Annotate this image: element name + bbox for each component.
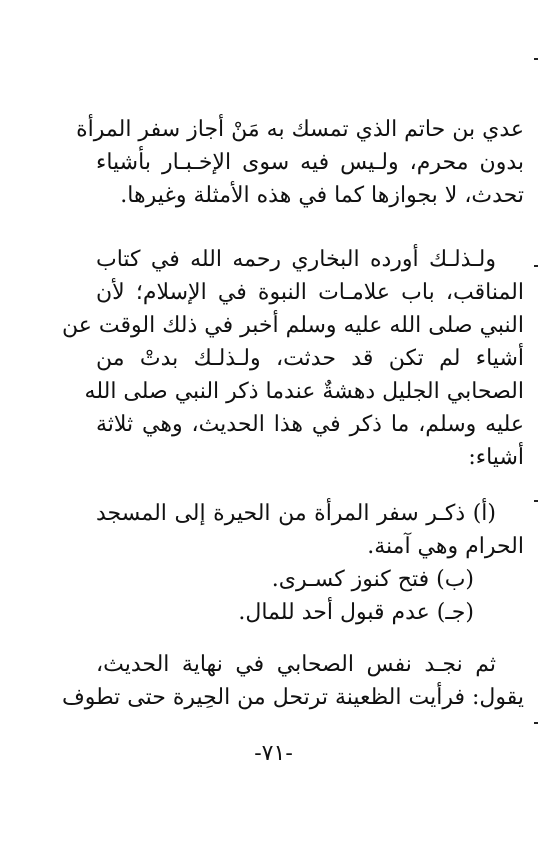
paragraph-1 <box>76 113 524 212</box>
list-item: (أ) ذكـر سفر المرأة من الحيرة إلى المسجد <box>96 501 496 526</box>
edge-mark <box>534 500 538 502</box>
edge-mark <box>534 58 538 60</box>
text-line: ولـذلـك أورده البخاري رحمه الله في كتاب <box>96 247 496 272</box>
paragraph-3 <box>61 648 524 714</box>
edge-mark <box>534 722 538 724</box>
text-line: بدون محرم، ولـيس فيه سوى الإخـبـار بأشياء <box>96 150 524 175</box>
text-line: الصحابي الجليل دهشةٌ عندما ذكر النبي صلى الله <box>84 379 524 404</box>
text-line: تحدث، لا بجوازها كما في هذه الأمثلة وغيرها. <box>120 183 524 208</box>
page-number: -٧١- <box>254 741 293 766</box>
text-line: المناقب، باب علامـات النبوة في الإسلام؛ لأن <box>96 280 524 305</box>
list-item: (جـ) عدم قبول أحد للمال. <box>238 600 474 625</box>
lettered-list <box>96 497 524 629</box>
text-line: أشياء لم تكن قد حدثت، ولـذلـك بدتْ من <box>96 346 524 371</box>
text-line: أشياء: <box>468 445 524 470</box>
list-item: (ب) فتح كنوز كسـرى. <box>271 567 474 592</box>
text-line: النبي صلى الله عليه وسلم أخبر في ذلك الوقت عن <box>62 313 524 338</box>
list-item-continuation: الحرام وهي آمنة. <box>367 534 524 559</box>
text-line: عدي بن حاتم الذي تمسك به مَنْ أجاز سفر المرأة <box>76 117 524 142</box>
paragraph-2 <box>62 243 524 474</box>
text-line: عليه وسلم، ما ذكر في هذا الحديث، وهي ثلاثة <box>96 412 524 437</box>
edge-mark <box>534 265 538 267</box>
text-line: يقول: فرأيت الظعينة ترتحل من الحِيرة حتى تطوف <box>61 685 524 710</box>
text-line: ثم نجـد نفس الصحابي في نهاية الحديث، <box>96 652 496 677</box>
